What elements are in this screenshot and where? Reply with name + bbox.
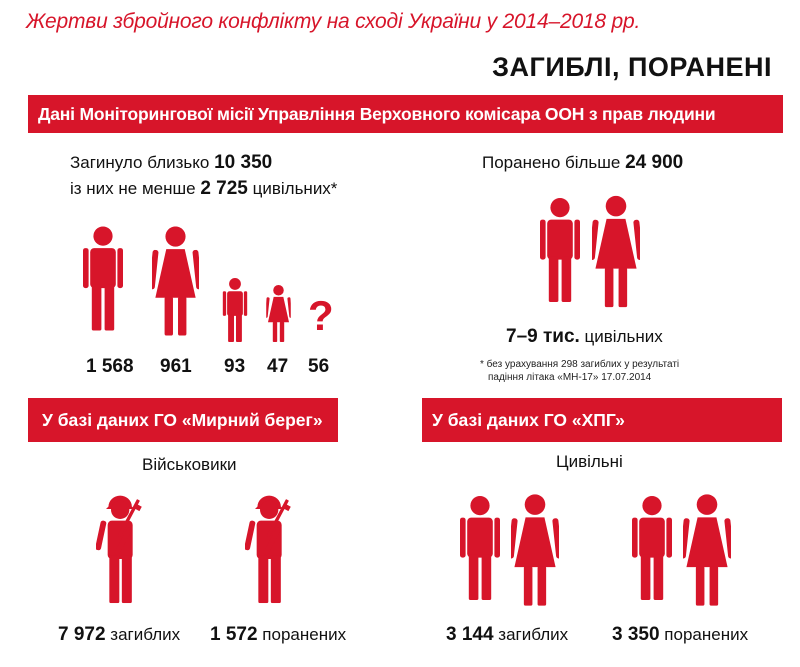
wounded-woman-icon [592,190,640,313]
killed-boys-value: 93 [224,356,246,377]
killed-total-value: 10 350 [214,152,273,173]
killed-civilians-value: 2 725 [200,178,248,199]
mb-wounded-stat [210,624,346,646]
civilian-wounded-woman-icon [683,488,731,612]
mb-banner-label: У базі даних ГО «Мирний берег» [42,409,323,430]
khpg-section-banner [422,398,782,442]
khpg-killed-value: 3 144 [446,624,494,645]
khpg-wounded-stat [612,624,748,646]
girl-icon [266,285,291,342]
wounded-civilians-suffix: цивільних [584,327,663,346]
page-subtitle: ЗАГИБЛІ, ПОРАНЕНІ [492,52,772,82]
page-title: Жертви збройного конфлікту на сході України у 2014–2018 рр. [26,10,641,33]
question-icon: ? [308,292,334,339]
mb-killed-stat [58,624,180,646]
wounded-civilians-line [506,326,663,348]
wounded-man-icon [540,187,580,313]
man-icon [83,215,123,342]
khpg-wounded-value: 3 350 [612,624,660,645]
woman-icon [152,220,199,342]
mb-wounded-value: 1 572 [210,624,258,645]
khpg-banner-label: У базі даних ГО «ХПГ» [432,409,625,430]
killed-civilians-suffix: цивільних* [252,179,338,198]
mb-killed-value: 7 972 [58,624,106,645]
killed-women-value: 961 [160,356,192,377]
killed-men-value: 1 568 [86,356,134,377]
footnote-line-2: падіння літака «МН-17» 17.07.2014 [488,372,652,383]
soldier-wounded-icon [245,484,295,614]
wounded-civilians-value: 7–9 тис. [506,326,580,347]
un-banner-label: Дані Моніторингової місії Управління Верховного комісара ООН з прав людини [38,103,716,124]
footnote [480,358,679,384]
wounded-total-value: 24 900 [625,152,684,173]
soldier-killed-icon [96,484,146,614]
civilian-wounded-man-icon [632,484,672,612]
killed-unknown-value: 56 [308,356,330,377]
khpg-wounded-suffix: поранених [664,625,749,644]
killed-total-text: Загинуло близько [70,153,210,172]
wounded-total-text: Поранено більше [482,153,621,172]
killed-civilians-text: із них не менше [70,179,196,198]
mb-category: Військовики [142,455,237,474]
footnote-line-1: * без урахування 298 загиблих у результаті [480,359,680,370]
civilian-killed-man-icon [460,484,500,612]
killed-total-line [70,152,272,174]
mb-killed-suffix: загиблих [110,625,181,644]
killed-civilians-line [70,178,337,200]
khpg-killed-suffix: загиблих [498,625,569,644]
killed-girls-value: 47 [267,356,289,377]
mb-wounded-suffix: поранених [262,625,347,644]
mb-section-banner [28,398,338,442]
un-section-banner [28,95,783,133]
civilian-killed-woman-icon [511,488,559,612]
khpg-category: Цивільні [556,452,623,471]
wounded-total-line [482,152,683,174]
boy-icon [222,278,248,342]
khpg-killed-stat [446,624,568,646]
